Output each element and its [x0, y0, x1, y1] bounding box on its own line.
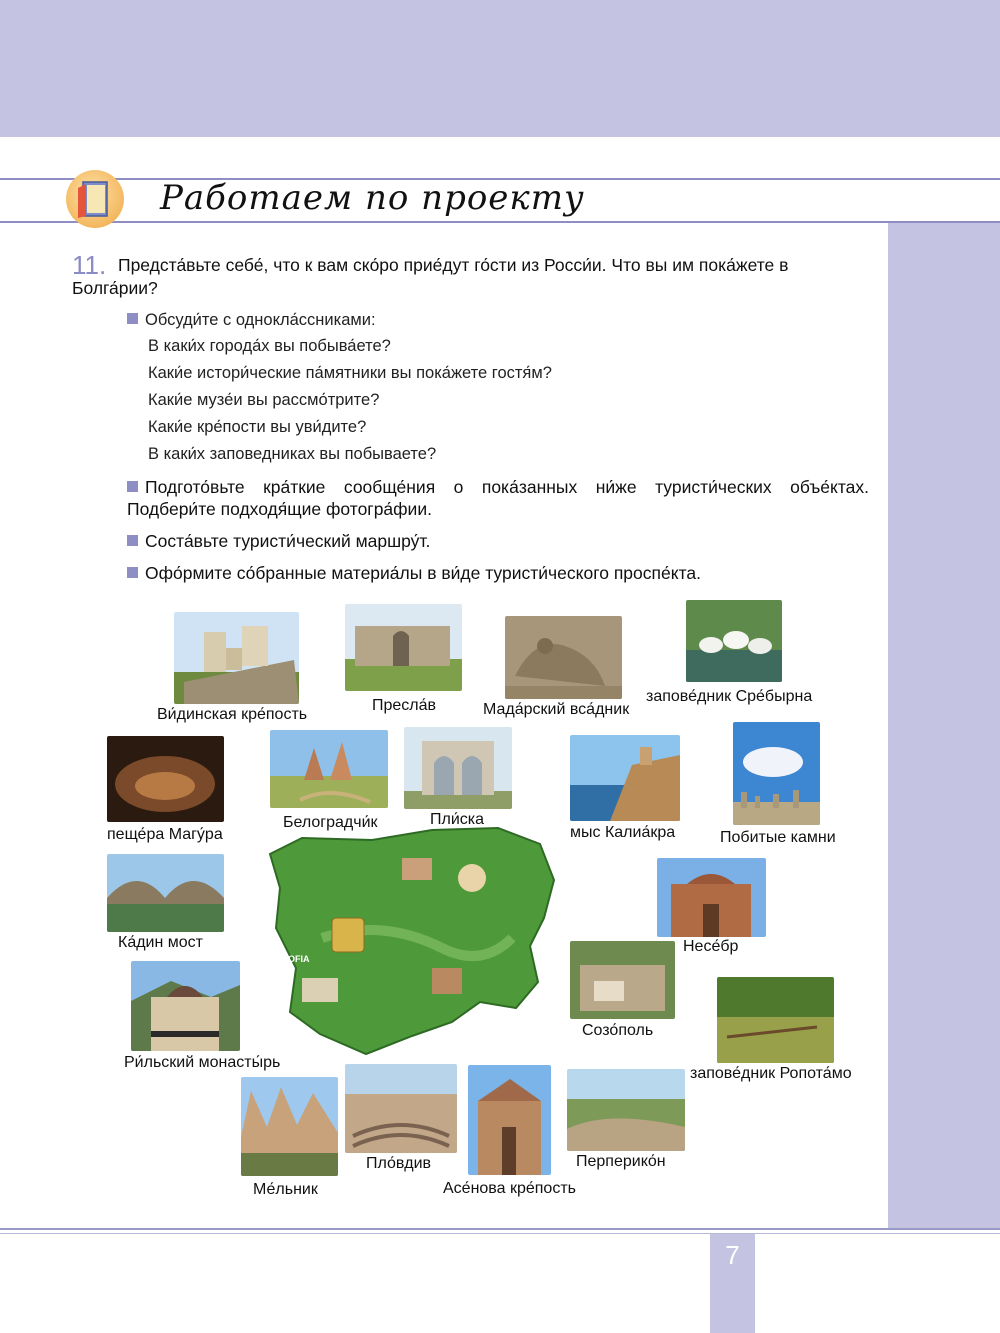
- photo-asen: [468, 1065, 551, 1175]
- task-text-line1: Предста́вьте себе́, что к вам ско́ро прие́дут го́сти из Росси́и. Что вы им пока́жете в: [118, 255, 789, 275]
- caption-asen: Асе́нова кре́пость: [443, 1180, 576, 1197]
- task-text-line2: Болга́рии?: [72, 278, 158, 298]
- task-text: [72, 254, 872, 300]
- header-rule-bottom: [0, 221, 1000, 223]
- photo-belogradchik: [270, 730, 388, 808]
- footer-rule: [0, 1228, 1000, 1230]
- task-item: Подгото́вьте кра́ткие сообще́ния о пока́занных ни́же туристи́ческих объе́ктах.: [127, 477, 869, 498]
- caption-rila: Ри́льский монасты́рь: [124, 1054, 281, 1071]
- caption-ropotamo: запове́дник Ропота́мо: [690, 1065, 852, 1082]
- caption-srebarna: запове́дник Сре́бырна: [646, 688, 813, 705]
- page-number: 7: [725, 1240, 740, 1270]
- caption-magura: пеще́ра Магу́ра: [107, 826, 223, 843]
- question-item: Каки́е кре́пости вы уви́дите?: [148, 418, 367, 436]
- footer-rule-thin: [0, 1233, 1000, 1234]
- bullet-square: [127, 535, 138, 546]
- bullet-square: [127, 313, 138, 324]
- discussion-lead: Обсуди́те с однокла́ссниками:: [127, 311, 376, 330]
- caption-perperikon: Перперико́н: [576, 1153, 666, 1170]
- caption-nesebar: Несе́бр: [683, 938, 739, 955]
- task-item-cont: Подбери́те подходя́щие фотогра́фии.: [127, 499, 432, 519]
- photo-magura: [107, 736, 224, 822]
- photo-rila: [131, 961, 240, 1051]
- task-item: Соста́вьте туристи́ческий маршру́т.: [127, 531, 430, 552]
- section-title: Работаем по проекту: [160, 178, 585, 218]
- caption-preslav: Пресла́в: [372, 697, 437, 714]
- photo-melnik: [241, 1077, 338, 1176]
- photo-preslav: [345, 604, 462, 691]
- top-band: [0, 0, 1000, 137]
- photo-madara: [505, 616, 622, 699]
- book-icon: [66, 170, 124, 228]
- caption-belogradchik: Белоградчи́к: [283, 814, 378, 831]
- right-sidebar-band: [888, 222, 1000, 1228]
- caption-vidin: Ви́динская кре́пость: [157, 706, 308, 723]
- photo-srebarna: [686, 600, 782, 682]
- map-label-sofia: SOFIA: [282, 954, 310, 964]
- task-number: 11.: [72, 250, 107, 280]
- bulgaria-map: [262, 818, 578, 1058]
- caption-sozopol: Созо́поль: [582, 1022, 654, 1039]
- photo-vidin: [174, 612, 299, 704]
- photo-kadin: [107, 854, 224, 932]
- question-item: Каки́е музе́и вы рассмо́трите?: [148, 391, 380, 409]
- caption-melnik: Ме́льник: [253, 1181, 318, 1198]
- caption-pliska: Пли́ска: [430, 811, 485, 828]
- caption-pobiti: Побитые камни: [720, 829, 836, 846]
- photo-ropotamo: [717, 977, 834, 1063]
- caption-kadin: Ка́дин мост: [118, 934, 203, 951]
- caption-kaliakra: мыс Калиа́кра: [570, 824, 676, 841]
- question-item: В каки́х города́х вы побыва́ете?: [148, 337, 391, 355]
- photo-perperikon: [567, 1069, 685, 1151]
- bullet-square: [127, 481, 138, 492]
- photo-pobiti: [733, 722, 820, 825]
- photo-kaliakra: [570, 735, 680, 821]
- caption-madara: Мада́рский вса́дник: [483, 701, 630, 718]
- caption-plovdiv: Пло́вдив: [366, 1155, 432, 1172]
- photo-plovdiv: [345, 1064, 457, 1153]
- task-item: Офо́рмите со́бранные материа́лы в ви́де туристи́ческого проспе́кта.: [127, 563, 701, 584]
- photo-nesebar: [657, 858, 766, 937]
- question-item: Каки́е истори́ческие па́мятники вы пока́жете гостя́м?: [148, 364, 552, 382]
- photo-pliska: [404, 727, 512, 809]
- photo-sozopol: [570, 941, 675, 1019]
- bullet-square: [127, 567, 138, 578]
- question-item: В каки́х заповедниках вы побываете?: [148, 445, 437, 463]
